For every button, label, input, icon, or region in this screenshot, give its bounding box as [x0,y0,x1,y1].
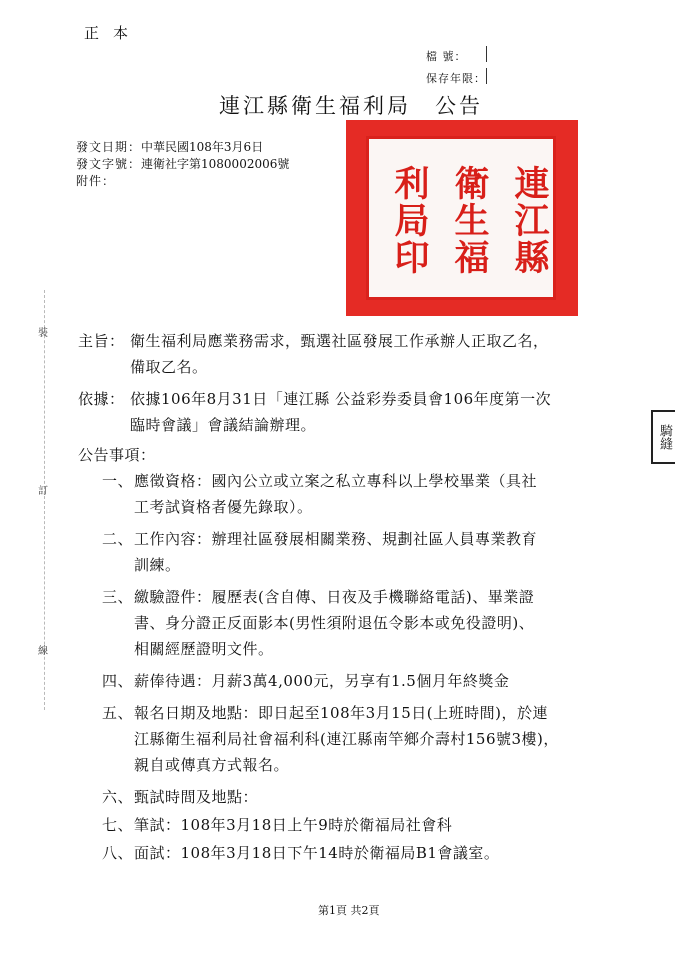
subject-text-line: 備取乙名。 [130,358,208,376]
issue-date-label: 發文日期： [76,140,142,154]
notice-item-line: 繳驗證件：履歷表(含自傳、日夜及手機聯絡電話)、畢業證 [134,588,535,606]
seam-stamp: 騎縫 [651,410,675,464]
notice-item-number: 二、 [102,530,134,548]
basis-text-line: 臨時會議」會議結論辦理。 [130,416,317,434]
reference-number-value: 連衛社字第1080002006號 [141,157,290,171]
field-divider [486,46,495,62]
binding-mark: 線 [38,646,48,657]
notice-item-line: 面試：108年3月18日下午14時於衛福局B1會議室。 [134,844,500,862]
document-title: 連江縣衛生福利局 公告 [219,94,483,118]
notice-item-line: 報名日期及地點：即日起至108年3月15日(上班時間)，於連 [134,704,548,722]
retention-period-label: 保存年限： [426,72,486,85]
notice-item-line: 江縣衛生福利局社會福利科(連江縣南竿鄉介壽村156號3樓)， [134,730,559,748]
basis-text-line: 依據106年8月31日「連江縣 公益彩券委員會106年度第一次 [130,390,552,408]
field-divider [486,68,495,84]
archive-number-label: 檔 號： [426,50,467,63]
attachment-row [76,172,115,189]
seal-text-column: 連江縣 [509,164,550,276]
notice-item-number: 五、 [102,704,134,722]
seal-frame [366,136,556,300]
notice-item-number: 八、 [102,844,134,862]
notice-item-line: 工作內容：辦理社區發展相關業務、規劃社區人員專業教育 [134,530,538,548]
official-seal [346,120,578,316]
notice-item-number: 一、 [102,472,134,490]
notice-item-line: 親自或傳真方式報名。 [134,756,290,774]
notice-item-line: 書、身分證正反面影本(男性須附退伍令影本或免役證明)、 [134,614,535,632]
basis-label: 依據： [78,390,125,408]
binding-mark: 訂 [38,486,48,497]
issue-date-value: 中華民國108年3月6日 [141,140,264,154]
reference-number-label: 發文字號： [76,157,142,171]
issue-date-row [76,138,263,155]
seal-text-column: 利局印 [389,164,430,276]
page-number: 第1頁 共2頁 [318,904,380,917]
notice-item-line: 筆試：108年3月18日上午9時於衛福局社會科 [134,816,453,834]
subject-text-line: 衛生福利局應業務需求，甄選社區發展工作承辦人正取乙名， [130,332,549,350]
notice-item-line: 甄試時間及地點： [134,788,259,806]
reference-number-row [76,155,289,172]
notice-items-heading: 公告事項： [78,446,156,464]
seal-text-column: 衛生福 [449,164,490,276]
notice-item-line: 應徵資格：國內公立或立案之私立專科以上學校畢業（具社 [134,472,538,490]
notice-item-line: 工考試資格者優先錄取）。 [134,498,313,516]
notice-item-number: 六、 [102,788,134,806]
notice-item-line: 相關經歷證明文件。 [134,640,274,658]
notice-item-line: 薪俸待遇：月薪3萬4,000元，另享有1.5個月年終獎金 [134,672,510,690]
binding-mark: 裝 [38,328,48,339]
notice-item-line: 訓練。 [134,556,181,574]
attachment-label: 附件： [76,174,116,188]
copy-label: 正本 [84,24,143,42]
notice-item-number: 三、 [102,588,134,606]
notice-item-number: 七、 [102,816,134,834]
subject-label: 主旨： [78,332,125,350]
notice-item-number: 四、 [102,672,134,690]
